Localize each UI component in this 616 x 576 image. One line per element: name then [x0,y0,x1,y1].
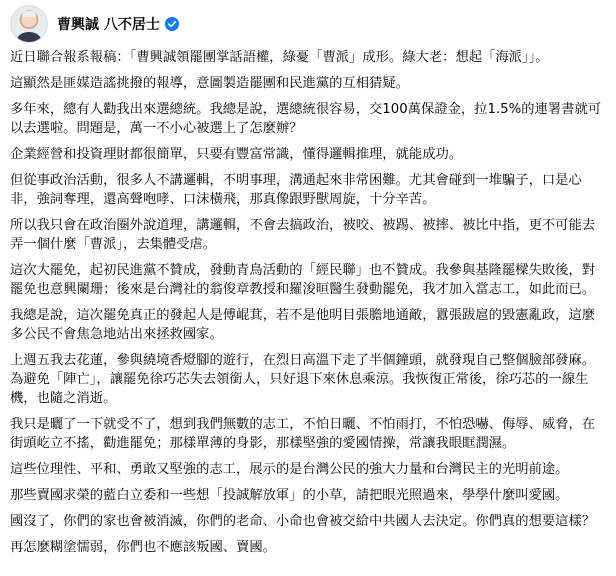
post-paragraph: 這些位理性、平和、勇敢又堅強的志工，展示的是台灣公民的強大力量和台灣民主的光明前途。 [10,462,569,477]
post-paragraph: 再怎麼糊塗懦弱，你們也不應該叛國、賣國。 [10,540,276,555]
post-paragraph: 這顯然是匪媒造謠挑撥的報導，意圖製造罷團和民進黨的互相猜疑。 [10,76,409,91]
post-paragraph: 所以我只會在政治圈外說道理，講邏輯，不會去搞政治，被咬、被踢、被摔、被比中指，更不可能去弄一個什麼「曹派」，去集體受虐。 [10,218,596,252]
author-name[interactable]: 曹興誠 八不居士 [57,17,160,33]
post-paragraph: 企業經營和投資理財都很簡單，只要有豐富常識，懂得邏輯推理，就能成功。 [10,147,463,162]
post-paragraph: 我總是說，這次罷免真正的發起人是傅崐萁，若不是他明目張膽地通敵，囂張跋扈的毀憲亂政，這麼多公民不會焦急地站出來拯救國家。 [10,308,596,342]
post-paragraph: 但從事政治活動，很多人不講邏輯，不明事理，溝通起來非常困難。尤其會碰到一堆騙子，口是心非，強詞奪理，還高聲咆哮、口沫橫飛，那真像跟野獸周旋，十分辛苦。 [10,173,582,207]
post-paragraph: 上週五我去花蓮，參與繞境香燈腳的遊行，在烈日高溫下走了半個鐘頭，就發現自己整個臉部發麻。為避免「陣亡」，讓罷免徐巧芯失去領銜人，只好退下來休息乘涼。我恢復正常後，徐巧芯的一線生機，也隨之消逝。 [10,353,596,406]
author-info [57,14,179,34]
author-avatar[interactable] [10,5,48,43]
post-paragraph: 我只是曬了一下就受不了，想到我們無數的志工，不怕日曬、不怕雨打，不怕恐嚇、侮辱、威脅，在街頭屹立不搖，勸進罷免；那樣單薄的身影，那樣堅強的愛國情操，常讓我眼眶潤濕。 [10,417,596,451]
verified-badge-icon [165,17,179,31]
post-paragraph: 近日聯合報系報稿：「曹興誠領罷團掌話語權，綠憂「曹派」成形。綠大老：想起「海派」」。 [10,50,549,65]
post-body [10,48,610,557]
post-header [10,0,610,46]
post-paragraph: 多年來，總有人勸我出來選總統。我總是說，選總統很容易，交100萬保證金，拉1.5%的連署書就可以去選啦。問題是，萬一不小心被選上了怎麼辦？ [10,102,602,136]
post-paragraph: 這次大罷免，起初民進黨不贊成，發動青鳥活動的「經民聯」也不贊成。我參與基隆罷樑失敗後，對罷免也意興闌珊；後來是台灣社的翁俊章教授和羅浚晅醫生發動罷免，我才加入當志工，如此而已。 [10,263,596,297]
post-paragraph: 國沒了，你們的家也會被消滅，你們的老命、小命也會被交給中共國人去決定。你們真的想要這樣？ [10,514,596,529]
post-paragraph: 那些賣國求榮的藍白立委和一些想「投誠解放軍」的小草，請把眼光照過來，學學什麼叫愛國。 [10,488,569,503]
